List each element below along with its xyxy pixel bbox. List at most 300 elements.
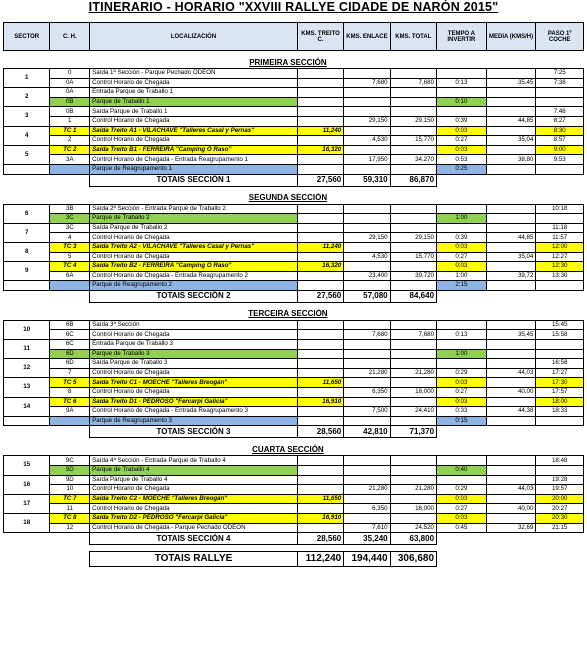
media-cell (486, 466, 536, 476)
kms-enlace-cell (344, 320, 390, 330)
tempo-cell: 0:15 (437, 416, 487, 426)
kms-enlace-cell: 4,530 (344, 252, 390, 262)
localizacion-cell: Control Horario de Chegada (90, 136, 298, 146)
media-cell (486, 214, 536, 224)
paso-cell: 8:57 (536, 136, 584, 146)
kms-treito-cell (297, 368, 343, 378)
total-blank (4, 426, 90, 438)
kms-total-cell (390, 513, 436, 523)
kms-treito-cell: 16,910 (297, 513, 343, 523)
tempo-cell: 0:29 (437, 485, 487, 495)
kms-total-cell (390, 340, 436, 350)
localizacion-cell: Saída Treito D1 - PEDROSO "Fercarpi Galicia" (90, 397, 298, 407)
paso-cell: 7:38 (536, 78, 584, 88)
paso-cell: 13:30 (536, 271, 584, 281)
ch-cell: 6C (50, 330, 90, 340)
sector-cell: 2 (4, 88, 50, 107)
localizacion-cell: Control Horario de Chegada (90, 116, 298, 126)
ch-cell: 8 (50, 388, 90, 398)
kms-total-cell (390, 107, 436, 117)
ch-cell: 9D (50, 466, 90, 476)
kms-total-cell: 18,000 (390, 504, 436, 514)
localizacion-cell: Parque de Reagrupamento 2 (90, 281, 298, 291)
localizacion-cell: Control Horario de Chegada (90, 504, 298, 514)
table-row (4, 271, 584, 281)
ch-cell: 6A (50, 271, 90, 281)
kms-enlace-cell: 21,280 (344, 485, 390, 495)
kms-enlace-cell: 7,680 (344, 330, 390, 340)
tempo-cell: 1:00 (437, 214, 487, 224)
tempo-cell: 0:03 (437, 378, 487, 388)
ch-cell: TC 4 (50, 262, 90, 272)
media-cell (486, 107, 536, 117)
sector-cell: 18 (4, 513, 50, 532)
localizacion-cell: Control Horario de Chegada - Entrada Reagrupamento 2 (90, 271, 298, 281)
kms-enlace-cell: 7,500 (344, 407, 390, 417)
sector-cell: 13 (4, 378, 50, 397)
total-blank-right (437, 174, 584, 186)
tempo-cell (437, 320, 487, 330)
paso-cell: 12:27 (536, 252, 584, 262)
tempo-cell (437, 88, 487, 98)
table-row (4, 281, 584, 291)
localizacion-cell: Parque de Traballo 2 (90, 214, 298, 224)
ch-cell: 5 (50, 252, 90, 262)
total-blank-right (437, 533, 584, 545)
table-row (4, 359, 584, 369)
header-localizacion: LOCALIZACIÓN (90, 23, 298, 51)
kms-enlace-cell (344, 164, 390, 174)
media-cell: 35,04 (486, 136, 536, 146)
localizacion-cell: Saída Parque de Traballo 4 (90, 475, 298, 485)
paso-cell: 15:58 (536, 330, 584, 340)
table-row (4, 126, 584, 136)
kms-enlace-cell (344, 340, 390, 350)
ch-cell (50, 164, 90, 174)
localizacion-cell: Saída 4ª Sección - Entrada Parque de Traballo 4 (90, 456, 298, 466)
paso-cell: 21:15 (536, 523, 584, 533)
tempo-cell: 1:00 (437, 349, 487, 359)
ch-cell: 0B (50, 107, 90, 117)
table-row (4, 466, 584, 476)
ch-cell: 9A (50, 407, 90, 417)
table-row (4, 513, 584, 523)
media-cell (486, 223, 536, 233)
media-cell (486, 397, 536, 407)
kms-total-cell (390, 97, 436, 107)
table-row (4, 349, 584, 359)
kms-total-cell (390, 204, 436, 214)
paso-cell (536, 214, 584, 224)
section-heading-blank-right (486, 57, 583, 69)
kms-enlace-cell: 29,150 (344, 233, 390, 243)
media-cell (486, 456, 536, 466)
media-cell (486, 126, 536, 136)
kms-enlace-cell: 6,350 (344, 388, 390, 398)
kms-total-cell (390, 88, 436, 98)
grand-total-kme: 194,440 (344, 552, 390, 567)
kms-enlace-cell: 17,950 (344, 155, 390, 165)
media-cell: 40,00 (486, 388, 536, 398)
section-total-kmtot: 71,370 (390, 426, 436, 438)
table-row (4, 523, 584, 533)
paso-cell: 18:48 (536, 456, 584, 466)
table-row (4, 164, 584, 174)
media-cell (486, 359, 536, 369)
tempo-cell: 0:29 (437, 368, 487, 378)
media-cell (486, 204, 536, 214)
grand-total-kmtot: 306,680 (390, 552, 436, 567)
media-cell (486, 145, 536, 155)
page-title: ITINERARIO - HORARIO "XXVIII RALLYE CIDADE DE NARÓN 2015" (88, 0, 499, 14)
section-heading-blank-left (4, 444, 90, 456)
ch-cell: TC 7 (50, 494, 90, 504)
grand-total-row (4, 552, 584, 567)
media-cell (486, 69, 536, 79)
section-total-label: TOTAIS SECCIÓN 4 (90, 533, 298, 545)
localizacion-cell: Control Horario de Chegada (90, 233, 298, 243)
kms-total-cell: 21,280 (390, 485, 436, 495)
paso-cell: 19:28 (536, 475, 584, 485)
ch-cell: 0 (50, 69, 90, 79)
localizacion-cell: Entrada Parque de Traballo 1 (90, 88, 298, 98)
kms-total-cell (390, 126, 436, 136)
tempo-cell: 0:27 (437, 388, 487, 398)
kms-enlace-cell (344, 214, 390, 224)
section-heading: TERCEIRA SECCIÓN (90, 309, 487, 321)
total-blank-right (437, 290, 584, 302)
table-row (4, 262, 584, 272)
section-spacer (4, 545, 584, 552)
media-cell (486, 494, 536, 504)
ch-cell: 6D (50, 359, 90, 369)
table-row (4, 204, 584, 214)
media-cell (486, 349, 536, 359)
section-total-label: TOTAIS SECCIÓN 2 (90, 290, 298, 302)
section-total-kme: 35,240 (344, 533, 390, 545)
table-row (4, 378, 584, 388)
table-row (4, 223, 584, 233)
sector-cell: 4 (4, 126, 50, 145)
table-row (4, 368, 584, 378)
tempo-cell (437, 204, 487, 214)
sector-cell: 15 (4, 456, 50, 475)
ch-cell: 11 (50, 504, 90, 514)
ch-cell: 0B (50, 97, 90, 107)
section-heading: SEGUNDA SECCIÓN (90, 193, 487, 205)
tempo-cell (437, 456, 487, 466)
ch-cell: 3B (50, 204, 90, 214)
kms-enlace-cell: 7,610 (344, 523, 390, 533)
section-total-kmtot: 84,640 (390, 290, 436, 302)
paso-cell: 20:00 (536, 494, 584, 504)
kms-treito-cell (297, 78, 343, 88)
kms-enlace-cell (344, 107, 390, 117)
kms-treito-cell (297, 456, 343, 466)
media-cell: 38,80 (486, 155, 536, 165)
paso-cell: 10:18 (536, 204, 584, 214)
localizacion-cell: Saída Treito A2 - VILACHAVE "Talleres Casal y Pernas" (90, 242, 298, 252)
section-heading-blank-right (486, 309, 583, 321)
kms-total-cell (390, 281, 436, 291)
tempo-cell: 0:03 (437, 262, 487, 272)
ch-cell: TC 1 (50, 126, 90, 136)
tempo-cell: 2:15 (437, 281, 487, 291)
paso-cell (536, 416, 584, 426)
kms-treito-cell (297, 523, 343, 533)
table-row (4, 407, 584, 417)
paso-cell: 16:58 (536, 359, 584, 369)
table-row (4, 330, 584, 340)
itinerary-body (4, 51, 584, 567)
sector-cell: 8 (4, 242, 50, 261)
tempo-cell: 0:03 (437, 126, 487, 136)
media-cell: 35,04 (486, 252, 536, 262)
header-tempo: TEMPO A INVERTIR (437, 23, 487, 51)
ch-cell: 9D (50, 475, 90, 485)
section-total-kmt: 28,560 (297, 533, 343, 545)
kms-treito-cell (297, 349, 343, 359)
sector-cell: 3 (4, 107, 50, 126)
kms-treito-cell (297, 223, 343, 233)
paso-cell: 7:25 (536, 69, 584, 79)
kms-treito-cell (297, 252, 343, 262)
tempo-cell: 0:39 (437, 116, 487, 126)
tempo-cell: 0:33 (437, 407, 487, 417)
localizacion-cell: Saída Parque de Traballo 3 (90, 359, 298, 369)
tempo-cell: 0:27 (437, 504, 487, 514)
section-heading-blank-left (4, 57, 90, 69)
table-row (4, 155, 584, 165)
section-total-kme: 42,810 (344, 426, 390, 438)
table-row (4, 494, 584, 504)
header-ch: C. H. (50, 23, 90, 51)
ch-cell: 6B (50, 320, 90, 330)
kms-total-cell: 18,000 (390, 388, 436, 398)
paso-cell (536, 88, 584, 98)
paso-cell: 11:57 (536, 233, 584, 243)
ch-cell: 1 (50, 116, 90, 126)
kms-total-cell: 7,680 (390, 330, 436, 340)
section-total-label: TOTAIS SECCIÓN 3 (90, 426, 298, 438)
kms-treito-cell (297, 136, 343, 146)
kms-enlace-cell (344, 69, 390, 79)
tempo-cell (437, 475, 487, 485)
paso-cell: 11:18 (536, 223, 584, 233)
table-row (4, 69, 584, 79)
media-cell (486, 513, 536, 523)
ch-cell: 9C (50, 456, 90, 466)
kms-treito-cell (297, 271, 343, 281)
localizacion-cell: Saída Parque de Traballo 2 (90, 223, 298, 233)
sector-cell: 5 (4, 145, 50, 164)
media-cell (486, 164, 536, 174)
ch-cell: 7 (50, 368, 90, 378)
table-row (4, 107, 584, 117)
section-total-kme: 59,310 (344, 174, 390, 186)
section-total-kmt: 28,560 (297, 426, 343, 438)
kms-enlace-cell (344, 466, 390, 476)
kms-treito-cell (297, 233, 343, 243)
sector-cell: 17 (4, 494, 50, 513)
paso-cell: 9:53 (536, 155, 584, 165)
tempo-cell (437, 340, 487, 350)
kms-enlace-cell: 6,350 (344, 504, 390, 514)
media-cell: 44,38 (486, 407, 536, 417)
tempo-cell: 0:03 (437, 242, 487, 252)
table-row (4, 485, 584, 495)
media-cell: 44,03 (486, 485, 536, 495)
section-total-kmt: 27,560 (297, 290, 343, 302)
localizacion-cell: Parque de Reagrupamento 3 (90, 416, 298, 426)
kms-total-cell (390, 466, 436, 476)
ch-cell: TC 3 (50, 242, 90, 252)
kms-enlace-cell: 21,280 (344, 368, 390, 378)
kms-treito-cell (297, 116, 343, 126)
section-heading: PRIMEIRA SECCIÓN (90, 57, 487, 69)
localizacion-cell: Saída 3ª Sección (90, 320, 298, 330)
section-total-row (4, 426, 584, 438)
media-cell (486, 262, 536, 272)
kms-total-cell (390, 378, 436, 388)
media-cell: 44,85 (486, 233, 536, 243)
section-total-kmtot: 86,870 (390, 174, 436, 186)
paso-cell: 18:00 (536, 397, 584, 407)
kms-treito-cell (297, 504, 343, 514)
kms-treito-cell (297, 416, 343, 426)
sector-cell-empty (4, 164, 50, 174)
section-heading-blank-right (486, 193, 583, 205)
tempo-cell (437, 69, 487, 79)
table-row (4, 88, 584, 98)
media-cell: 35,45 (486, 78, 536, 88)
table-row (4, 340, 584, 350)
section-heading-blank-left (4, 309, 90, 321)
ch-cell: 2 (50, 136, 90, 146)
tempo-cell: 0:03 (437, 145, 487, 155)
tempo-cell: 0:03 (437, 494, 487, 504)
kms-enlace-cell (344, 126, 390, 136)
section-total-kme: 57,080 (344, 290, 390, 302)
kms-total-cell: 24,410 (390, 407, 436, 417)
kms-total-cell (390, 456, 436, 466)
localizacion-cell: Parque de Reagrupamento 1 (90, 164, 298, 174)
section-heading: CUARTA SECCIÓN (90, 444, 487, 456)
kms-total-cell: 39,720 (390, 271, 436, 281)
kms-total-cell: 15,770 (390, 136, 436, 146)
sector-cell-empty (4, 416, 50, 426)
tempo-cell: 0:13 (437, 78, 487, 88)
paso-cell (536, 281, 584, 291)
localizacion-cell: Parque de Traballo 1 (90, 97, 298, 107)
sector-cell-empty (4, 281, 50, 291)
table-row (4, 136, 584, 146)
kms-enlace-cell (344, 456, 390, 466)
sector-cell: 6 (4, 204, 50, 223)
tempo-cell (437, 223, 487, 233)
media-cell: 39,72 (486, 271, 536, 281)
table-row (4, 242, 584, 252)
tempo-cell: 0:25 (437, 164, 487, 174)
table-row (4, 214, 584, 224)
localizacion-cell: Control Horario de Chegada (90, 485, 298, 495)
section-heading-row (4, 309, 584, 321)
header-kms-enlace: KMS. ENLACE (344, 23, 390, 51)
ch-cell: 6D (50, 349, 90, 359)
kms-total-cell (390, 475, 436, 485)
kms-total-cell (390, 223, 436, 233)
sector-cell: 12 (4, 359, 50, 378)
kms-treito-cell (297, 485, 343, 495)
kms-enlace-cell (344, 262, 390, 272)
tempo-cell (437, 107, 487, 117)
kms-enlace-cell: 7,680 (344, 78, 390, 88)
kms-treito-cell: 11,240 (297, 242, 343, 252)
localizacion-cell: Saída 1ª Sección - Parque Pechado ODEÓN (90, 69, 298, 79)
ch-cell: 3A (50, 155, 90, 165)
kms-treito-cell: 11,240 (297, 126, 343, 136)
ch-cell: TC 6 (50, 397, 90, 407)
section-total-row (4, 174, 584, 186)
kms-treito-cell (297, 359, 343, 369)
header-kms-treito: KMS. TREITO C. (297, 23, 343, 51)
kms-treito-cell (297, 214, 343, 224)
kms-treito-cell (297, 155, 343, 165)
ch-cell: 3C (50, 214, 90, 224)
ch-cell: 3C (50, 223, 90, 233)
tempo-cell: 0:13 (437, 330, 487, 340)
kms-total-cell (390, 397, 436, 407)
localizacion-cell: Control Horario de Chegada (90, 368, 298, 378)
localizacion-cell: Saída Treito D2 - PEDROSO "Fercarpi Galicia" (90, 513, 298, 523)
paso-cell (536, 97, 584, 107)
kms-enlace-cell (344, 349, 390, 359)
table-row (4, 97, 584, 107)
kms-total-cell (390, 416, 436, 426)
kms-treito-cell (297, 107, 343, 117)
media-cell: 40,00 (486, 504, 536, 514)
media-cell (486, 281, 536, 291)
sector-cell: 14 (4, 397, 50, 416)
paso-cell: 8:27 (536, 116, 584, 126)
media-cell: 44,85 (486, 116, 536, 126)
paso-cell: 18:33 (536, 407, 584, 417)
paso-cell: 17:27 (536, 368, 584, 378)
section-total-kmt: 27,560 (297, 174, 343, 186)
header-paso: PASO 1º COCHE (536, 23, 584, 51)
media-cell (486, 88, 536, 98)
localizacion-cell: Parque de Traballo 4 (90, 466, 298, 476)
media-cell: 35,45 (486, 330, 536, 340)
localizacion-cell: Saída Treito B1 - FERREIRA "Camping O Raso" (90, 145, 298, 155)
paso-cell: 12:30 (536, 262, 584, 272)
sector-cell: 1 (4, 69, 50, 88)
ch-cell: TC 2 (50, 145, 90, 155)
ch-cell: 12 (50, 523, 90, 533)
section-heading-row (4, 444, 584, 456)
kms-treito-cell (297, 281, 343, 291)
kms-enlace-cell (344, 281, 390, 291)
localizacion-cell: Entrada Parque de Traballo 3 (90, 340, 298, 350)
header-kms-total: KMS. TOTAL (390, 23, 436, 51)
localizacion-cell: Control Horario de Chegada (90, 78, 298, 88)
kms-total-cell: 21,280 (390, 368, 436, 378)
grand-total-kmt: 112,240 (297, 552, 343, 567)
total-blank (4, 290, 90, 302)
kms-enlace-cell (344, 204, 390, 214)
paso-cell: 9:00 (536, 145, 584, 155)
sector-cell: 7 (4, 223, 50, 242)
